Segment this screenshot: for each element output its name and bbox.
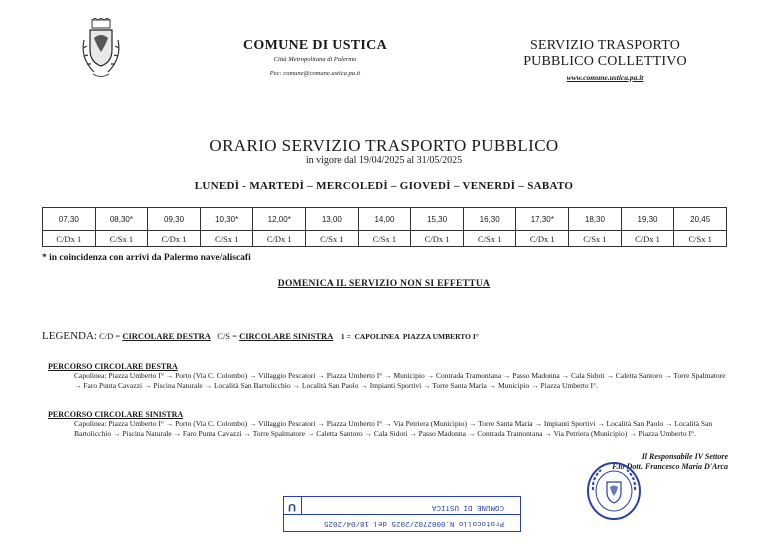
document-title: ORARIO SERVIZIO TRASPORTO PUBBLICO xyxy=(209,136,559,155)
route-code: C/Sx 1 xyxy=(463,231,516,247)
signatory-name: F.to Dott. Francesco Maria D'Arca xyxy=(612,462,728,471)
route-code: C/Sx 1 xyxy=(306,231,359,247)
departure-time: 18,30 xyxy=(569,208,622,231)
route-codes-row xyxy=(43,231,727,247)
legend-terminus: 1 = CAPOLINEA PIAZZA UMBERTO I° xyxy=(333,332,479,341)
signatory-role: Il Responsabile IV Settore xyxy=(641,452,728,461)
metro-city: Città Metropolitana di Palermo xyxy=(273,56,357,63)
legend xyxy=(42,330,479,342)
route-code: C/Dx 1 xyxy=(148,231,201,247)
departure-time: 09,30 xyxy=(148,208,201,231)
legend-cd: C/D = xyxy=(99,331,123,341)
protocol-office: COMUNE DI USTICA xyxy=(431,503,504,511)
route-code: C/Sx 1 xyxy=(200,231,253,247)
route-code: C/Dx 1 xyxy=(621,231,674,247)
departure-time: 19,30 xyxy=(621,208,674,231)
legend-cs-text: CIRCOLARE SINISTRA xyxy=(239,331,334,341)
legend-cd-text: CIRCOLARE DESTRA xyxy=(122,331,211,341)
legend-label: LEGENDA: xyxy=(42,330,97,342)
route-code: C/Dx 1 xyxy=(43,231,96,247)
sunday-notice: DOMENICA IL SERVIZIO NON SI EFFETTUA xyxy=(277,279,491,289)
route-left-description: Capolinea: Piazza Umberto I° → Porto (Via C. Colombo) → Villaggio Pescatori → Piazza Umberto I° → Via Petriera (Municipio) → Torre Santa Maria → Impianti Sportivi → Località San Paolo → Località San Bartolicchio → Piscina Naturale → Faro Punta Cavazzi → Torre Spalmatore → Caletta Santoro → Cala Sidoti → Passo Madonna → Contrada Tramontana → Via Petriera (Municipio) → Piazza Umberto I°. xyxy=(74,419,713,438)
route-code: C/Sx 1 xyxy=(674,231,727,247)
route-code: C/Dx 1 xyxy=(411,231,464,247)
official-seal-icon xyxy=(585,460,643,522)
route-left-section xyxy=(48,410,729,439)
route-left-title: PERCORSO CIRCOLARE SINISTRA xyxy=(48,410,184,419)
departure-time: 16,30 xyxy=(463,208,516,231)
route-code: C/Sx 1 xyxy=(358,231,411,247)
departure-time: 14,00 xyxy=(358,208,411,231)
protocol-stamp xyxy=(283,496,521,532)
service-days: LUNEDÌ - MARTEDÌ – MERCOLEDÌ – GIOVEDÌ – VENERDÌ – SABATO xyxy=(194,180,574,192)
route-code: C/Dx 1 xyxy=(253,231,306,247)
municipality-header xyxy=(200,38,430,77)
route-right-section xyxy=(48,362,729,391)
pec-address: Pec: comune@comune.ustica.pa.it xyxy=(269,70,361,77)
route-code: C/Sx 1 xyxy=(569,231,622,247)
route-code: C/Dx 1 xyxy=(516,231,569,247)
departure-time: 07,30 xyxy=(43,208,96,231)
website-link[interactable]: www.comune.ustica.pa.it xyxy=(566,73,644,82)
municipality-name: COMUNE DI USTICA xyxy=(242,38,388,53)
protocol-mark: U xyxy=(283,497,302,515)
route-right-description: Capolinea: Piazza Umberto I° → Porto (Via C. Colombo) → Villaggio Pescatori → Piazza Umberto I° → Municipio → Contrada Tramontana → Passo Madonna → Cala Sidoti → Caletta Santoro → Torre Spalmatore → Faro Punta Cavazzi → Piscina Naturale → Località San Bartolicchio → Località San Paolo → Impianti Sportivi → Torre Santa Maria → Municipio → Piazza Umberto I°. xyxy=(74,371,726,390)
protocol-number: Protocollo N.0002702/2025 del 18/04/2025 xyxy=(323,519,504,527)
validity-period: in vigore dal 19/04/2025 al 31/05/2025 xyxy=(305,155,463,166)
service-line-2: PUBBLICO COLLETTIVO xyxy=(523,54,687,69)
departure-time: 15,30 xyxy=(411,208,464,231)
departure-time: 12,00* xyxy=(253,208,306,231)
departure-time: 08,30* xyxy=(95,208,148,231)
municipal-crest-icon xyxy=(78,18,124,82)
departure-time: 20,45 xyxy=(674,208,727,231)
service-line-1: SERVIZIO TRASPORTO xyxy=(529,38,681,53)
route-code: C/Sx 1 xyxy=(95,231,148,247)
departure-time: 13,00 xyxy=(306,208,359,231)
departure-times-row xyxy=(43,208,727,231)
ferry-connection-note: * in coincidenza con arrivi da Palermo nave/aliscafi xyxy=(42,253,251,263)
departure-time: 17,30* xyxy=(516,208,569,231)
legend-cs: C/S = xyxy=(210,331,240,341)
timetable xyxy=(42,207,727,247)
service-header xyxy=(500,38,710,82)
route-right-title: PERCORSO CIRCOLARE DESTRA xyxy=(48,362,178,371)
departure-time: 10,30* xyxy=(200,208,253,231)
